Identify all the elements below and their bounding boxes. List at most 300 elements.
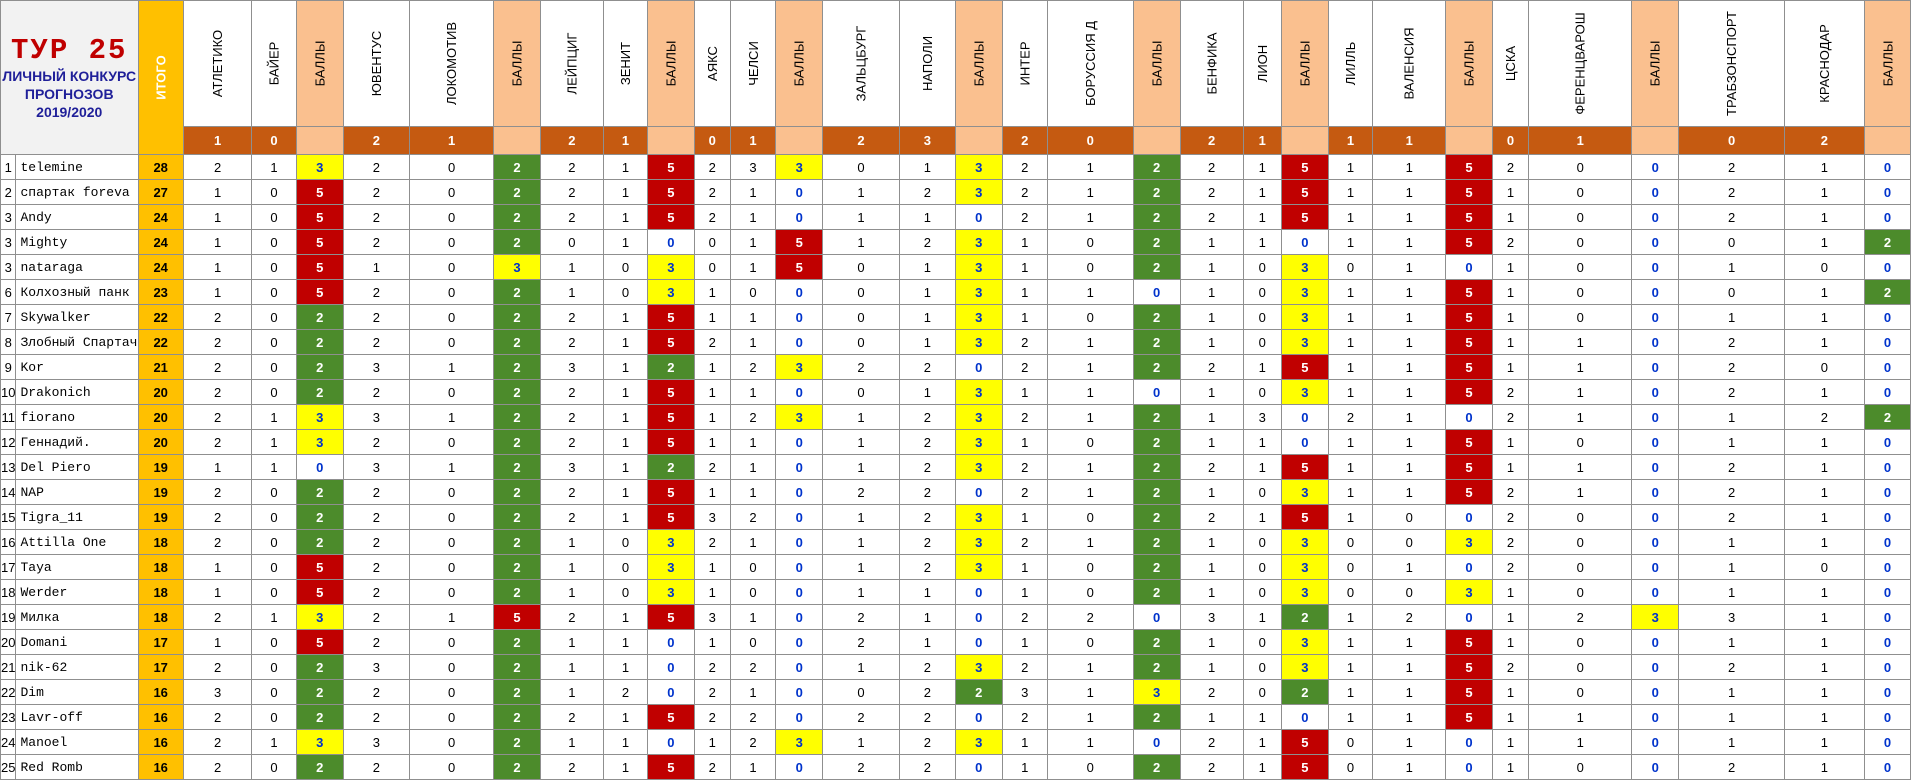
points-cell: 2 [1133,530,1180,555]
points-cell: 2 [1133,405,1180,430]
prediction-away: 1 [1047,730,1133,755]
prediction-away: 1 [1243,505,1281,530]
points-cell: 2 [296,655,343,680]
prediction-home: 1 [1328,480,1372,505]
prediction-away: 1 [1785,455,1865,480]
points-header [1281,1,1328,127]
prediction-away: 1 [1373,730,1446,755]
prediction-home: 2 [823,755,900,780]
points-cell: 3 [776,730,823,755]
points-cell: 2 [1133,205,1180,230]
prediction-home: 2 [1679,380,1785,405]
prediction-home: 2 [183,355,251,380]
participant-name: спартак foreva [16,180,138,205]
prediction-away: 0 [1243,680,1281,705]
prediction-home: 1 [1002,230,1047,255]
points-cell: 0 [776,180,823,205]
prediction-home: 1 [1328,605,1372,630]
total-score: 24 [138,205,183,230]
prediction-home: 1 [1180,255,1243,280]
total-score: 20 [138,430,183,455]
prediction-home: 2 [1002,480,1047,505]
total-score: 24 [138,255,183,280]
total-score: 17 [138,630,183,655]
team-header-away [1243,1,1281,127]
points-cell: 3 [1281,330,1328,355]
team-header-home [183,1,251,127]
prediction-home: 2 [1002,155,1047,180]
prediction-away: 1 [1529,405,1632,430]
prediction-away: 2 [899,480,955,505]
prediction-home: 2 [694,755,730,780]
prediction-home: 1 [183,255,251,280]
points-cell: 3 [648,555,695,580]
points-header [1133,1,1180,127]
result-spacer [1133,127,1180,155]
season: 2019/2020 [36,103,103,120]
points-cell: 3 [955,330,1002,355]
team-header-home [694,1,730,127]
prediction-home: 1 [823,430,900,455]
points-cell: 0 [1632,405,1679,430]
prediction-away: 0 [410,630,494,655]
points-cell: 2 [296,330,343,355]
points-header [494,1,541,127]
prediction-away: 1 [730,680,776,705]
prediction-away: 1 [1047,680,1133,705]
participant-name: Skywalker [16,305,138,330]
prediction-home: 0 [1679,280,1785,305]
prediction-away: 0 [603,530,647,555]
points-cell: 0 [1864,455,1911,480]
prediction-away: 1 [1047,355,1133,380]
total-score: 24 [138,230,183,255]
prediction-home: 0 [823,155,900,180]
prediction-home: 2 [343,755,409,780]
rank-cell: 23 [1,705,16,730]
rank-cell: 7 [1,305,16,330]
table-row [1,180,1911,205]
participant-name: Милка [16,605,138,630]
prediction-away: 1 [1785,180,1865,205]
points-cell: 0 [776,705,823,730]
team-name: НАПОЛИ [919,35,935,92]
points-cell: 2 [494,530,541,555]
prediction-away: 1 [603,305,647,330]
points-cell: 3 [955,505,1002,530]
prediction-away: 0 [410,530,494,555]
participant-name: Drakonich [16,380,138,405]
prediction-away: 0 [252,330,297,355]
prediction-away: 0 [603,555,647,580]
total-score: 20 [138,405,183,430]
total-score: 21 [138,355,183,380]
rank-cell: 15 [1,505,16,530]
prediction-away: 1 [252,155,297,180]
points-cell: 3 [1281,555,1328,580]
prediction-away: 0 [1529,505,1632,530]
prediction-away: 1 [1785,755,1865,780]
prediction-away: 0 [603,255,647,280]
prediction-home: 1 [1492,330,1528,355]
prediction-away: 1 [899,205,955,230]
team-header-home [1328,1,1372,127]
prediction-home: 3 [694,605,730,630]
points-cell: 3 [955,730,1002,755]
prediction-home: 2 [343,205,409,230]
points-cell: 2 [494,430,541,455]
prediction-away: 1 [603,480,647,505]
prediction-away: 1 [730,480,776,505]
points-cell: 0 [1864,555,1911,580]
points-header-label: БАЛЛЫ [971,40,987,87]
points-cell: 3 [648,255,695,280]
prediction-away: 0 [410,730,494,755]
result-spacer [1632,127,1679,155]
prediction-home: 1 [1328,430,1372,455]
points-cell: 0 [1632,205,1679,230]
prediction-away: 1 [603,455,647,480]
match-result-away: 1 [1529,127,1632,155]
prediction-home: 1 [1679,530,1785,555]
points-cell: 2 [296,505,343,530]
total-score: 16 [138,680,183,705]
prediction-home: 2 [540,605,603,630]
prediction-away: 0 [1529,155,1632,180]
prediction-away: 1 [603,430,647,455]
participant-name: nik-62 [16,655,138,680]
points-cell: 0 [955,605,1002,630]
prediction-home: 1 [1492,455,1528,480]
prediction-home: 1 [1492,680,1528,705]
prediction-home: 1 [183,455,251,480]
points-cell: 0 [1864,580,1911,605]
prediction-away: 1 [1529,380,1632,405]
prediction-home: 2 [1492,530,1528,555]
prediction-away: 0 [1243,580,1281,605]
points-header [1864,1,1911,127]
points-header-label: БАЛЛЫ [1297,40,1313,87]
prediction-away: 1 [730,230,776,255]
prediction-home: 1 [823,505,900,530]
team-header-home [823,1,900,127]
points-cell: 5 [296,230,343,255]
team-header-away [1047,1,1133,127]
prediction-away: 0 [252,755,297,780]
participant-name: Lavr-off [16,705,138,730]
contest-line-2: ПРОГНОЗОВ [24,85,114,102]
prediction-away: 1 [603,155,647,180]
prediction-home: 1 [694,580,730,605]
result-spacer [648,127,695,155]
prediction-home: 2 [343,430,409,455]
prediction-home: 2 [183,705,251,730]
prediction-away: 1 [252,430,297,455]
points-cell: 3 [955,255,1002,280]
prediction-home: 1 [1002,255,1047,280]
team-name: ЦСКА [1503,45,1519,82]
team-header-away [899,1,955,127]
prediction-home: 2 [1679,505,1785,530]
points-header [1632,1,1679,127]
prediction-away: 1 [1785,230,1865,255]
prediction-away: 0 [410,230,494,255]
prediction-away: 1 [1785,280,1865,305]
participant-name: Werder [16,580,138,605]
prediction-home: 2 [1180,730,1243,755]
table-row [1,230,1911,255]
points-cell: 3 [955,280,1002,305]
prediction-home: 2 [183,505,251,530]
prediction-home: 2 [183,605,251,630]
prediction-away: 1 [252,605,297,630]
match-result-home: 1 [183,127,251,155]
prediction-home: 2 [183,530,251,555]
participant-name: Taya [16,555,138,580]
points-cell: 0 [1864,680,1911,705]
prediction-home: 1 [1679,255,1785,280]
prediction-away: 0 [1243,480,1281,505]
prediction-home: 2 [1180,205,1243,230]
prediction-home: 1 [183,555,251,580]
table-row [1,305,1911,330]
prediction-away: 0 [1529,180,1632,205]
prediction-away: 1 [1047,205,1133,230]
prediction-away: 1 [1047,180,1133,205]
prediction-away: 1 [730,205,776,230]
points-cell: 2 [296,530,343,555]
prediction-away: 1 [603,380,647,405]
prediction-away: 2 [1047,605,1133,630]
points-cell: 0 [776,430,823,455]
participant-name: Геннадий. [16,430,138,455]
points-cell: 5 [1446,330,1493,355]
table-row [1,380,1911,405]
prediction-home: 1 [1679,705,1785,730]
prediction-away: 1 [730,605,776,630]
participant-name: Kor [16,355,138,380]
prediction-home: 1 [1328,230,1372,255]
prediction-home: 1 [694,555,730,580]
points-cell: 2 [1133,330,1180,355]
points-cell: 2 [1133,705,1180,730]
prediction-away: 1 [1529,730,1632,755]
prediction-home: 2 [540,405,603,430]
points-cell: 0 [1864,380,1911,405]
match-result-away: 1 [1243,127,1281,155]
team-name: ЛЕЙПЦИГ [564,32,580,95]
prediction-home: 2 [183,655,251,680]
prediction-away: 1 [1373,330,1446,355]
table-row [1,405,1911,430]
prediction-away: 1 [603,655,647,680]
table-row [1,430,1911,455]
prediction-home: 2 [1002,530,1047,555]
prediction-away: 0 [1047,430,1133,455]
prediction-away: 2 [1785,405,1865,430]
prediction-home: 2 [343,230,409,255]
prediction-away: 0 [1529,255,1632,280]
points-cell: 2 [296,755,343,780]
team-header-home [1180,1,1243,127]
prediction-away: 0 [252,505,297,530]
prediction-away: 1 [899,380,955,405]
points-cell: 0 [1632,255,1679,280]
prediction-home: 1 [1679,305,1785,330]
match-result-away: 0 [252,127,297,155]
points-cell: 3 [296,430,343,455]
prediction-home: 1 [694,405,730,430]
rank-cell: 14 [1,480,16,505]
points-cell: 2 [1864,230,1911,255]
prediction-away: 0 [1243,280,1281,305]
prediction-home: 1 [1328,680,1372,705]
prediction-away: 1 [1243,205,1281,230]
prediction-away: 0 [1373,580,1446,605]
prediction-away: 2 [899,680,955,705]
prediction-away: 0 [410,255,494,280]
participant-name: telemine [16,155,138,180]
points-cell: 3 [1281,655,1328,680]
prediction-away: 1 [730,430,776,455]
points-cell: 3 [1281,530,1328,555]
points-header [648,1,695,127]
prediction-home: 1 [1180,580,1243,605]
points-cell: 0 [1133,380,1180,405]
prediction-away: 0 [410,305,494,330]
prediction-home: 2 [540,380,603,405]
table-row [1,280,1911,305]
points-cell: 3 [1632,605,1679,630]
prediction-away: 0 [252,230,297,255]
prediction-home: 1 [183,630,251,655]
prediction-home: 1 [1002,630,1047,655]
points-cell: 3 [1281,280,1328,305]
prediction-home: 2 [343,555,409,580]
prediction-home: 1 [183,230,251,255]
points-cell: 3 [955,405,1002,430]
prediction-home: 2 [694,205,730,230]
prediction-away: 2 [899,180,955,205]
participant-name: Mighty [16,230,138,255]
prediction-away: 1 [603,180,647,205]
prediction-home: 2 [1002,655,1047,680]
points-cell: 2 [494,405,541,430]
prediction-away: 1 [410,355,494,380]
table-row [1,480,1911,505]
prediction-away: 1 [1243,730,1281,755]
prediction-home: 2 [1180,355,1243,380]
team-name: БОРУССИЯ Д [1082,20,1098,107]
prediction-home: 1 [1328,330,1372,355]
prediction-home: 1 [1180,530,1243,555]
prediction-home: 2 [343,330,409,355]
prediction-home: 2 [1180,505,1243,530]
points-cell: 5 [296,255,343,280]
prediction-away: 0 [410,380,494,405]
prediction-home: 1 [1180,405,1243,430]
participant-name: Колхозный панк [16,280,138,305]
points-cell: 0 [776,605,823,630]
points-cell: 2 [494,355,541,380]
prediction-away: 0 [1047,255,1133,280]
prediction-home: 2 [343,505,409,530]
rank-cell: 17 [1,555,16,580]
prediction-home: 2 [1679,755,1785,780]
points-cell: 5 [296,580,343,605]
points-cell: 3 [648,530,695,555]
prediction-home: 3 [1002,680,1047,705]
points-cell: 0 [1864,355,1911,380]
prediction-away: 0 [252,355,297,380]
participant-name: Domani [16,630,138,655]
prediction-home: 1 [1679,555,1785,580]
points-cell: 5 [296,280,343,305]
prediction-away: 1 [730,180,776,205]
rank-cell: 1 [1,155,16,180]
prediction-away: 0 [252,580,297,605]
prediction-home: 1 [1002,305,1047,330]
prediction-away: 0 [1047,630,1133,655]
match-result-home: 0 [1492,127,1528,155]
prediction-away: 1 [252,455,297,480]
result-spacer [776,127,823,155]
prediction-away: 1 [1785,605,1865,630]
prediction-home: 2 [1002,405,1047,430]
prediction-home: 1 [1180,705,1243,730]
prediction-away: 0 [410,680,494,705]
points-cell: 0 [1446,405,1493,430]
prediction-away: 0 [410,705,494,730]
points-cell: 0 [776,330,823,355]
points-cell: 5 [648,605,695,630]
points-cell: 0 [776,630,823,655]
prediction-home: 2 [343,630,409,655]
prediction-home: 0 [823,280,900,305]
points-header [296,1,343,127]
prediction-away: 1 [1373,705,1446,730]
prediction-away: 1 [1373,405,1446,430]
points-cell: 2 [1281,605,1328,630]
prediction-away: 1 [1785,730,1865,755]
points-cell: 3 [955,305,1002,330]
points-cell: 0 [1864,755,1911,780]
prediction-home: 3 [343,355,409,380]
prediction-home: 2 [540,755,603,780]
points-cell: 3 [1446,580,1493,605]
prediction-home: 0 [1328,255,1372,280]
points-cell: 0 [1632,730,1679,755]
prediction-away: 0 [252,530,297,555]
prediction-home: 2 [1679,355,1785,380]
team-header-home [1679,1,1785,127]
points-cell: 2 [494,455,541,480]
table-row [1,505,1911,530]
points-cell: 0 [955,480,1002,505]
points-cell: 5 [648,180,695,205]
prediction-home: 0 [1679,230,1785,255]
points-header-label: БАЛЛЫ [1461,40,1477,87]
prediction-home: 2 [183,480,251,505]
prediction-away: 1 [730,305,776,330]
points-cell: 0 [1864,330,1911,355]
points-cell: 5 [1446,355,1493,380]
prediction-away: 0 [1529,305,1632,330]
prediction-home: 2 [1180,755,1243,780]
prediction-home: 2 [343,680,409,705]
prediction-home: 1 [1180,555,1243,580]
prediction-home: 2 [823,355,900,380]
